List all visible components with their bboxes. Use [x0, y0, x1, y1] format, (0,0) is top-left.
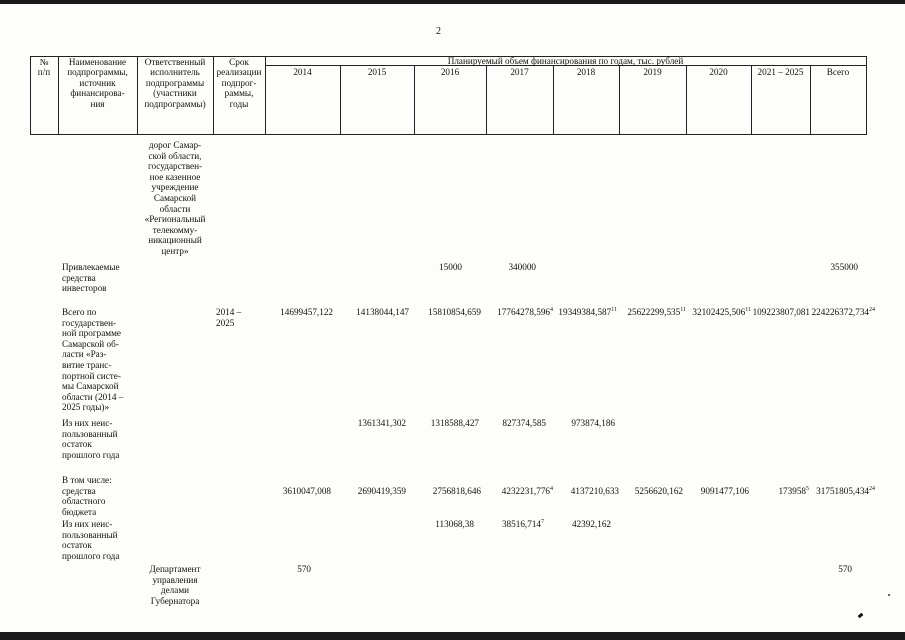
row3-2019: 25622299,535$^{11}$	[627, 306, 686, 317]
row3-name: Всего по государствен- ной программе Самарской об- ласти «Раз- витие транс- портной систе- мы Самарской области (2014 – 2025 годы)»	[62, 307, 124, 413]
row4-2018: 973874,186	[571, 418, 615, 428]
header-year-2020: 2020	[709, 67, 728, 77]
row5-2021-2025: 173958$^5$	[778, 485, 809, 496]
scan-mark	[858, 613, 864, 619]
row5-2016: 2756818,646	[432, 486, 481, 496]
page-number: 2	[436, 26, 441, 37]
row7-2014: 570	[297, 564, 311, 574]
header-year-2019: 2019	[643, 67, 662, 77]
row4-2016: 1318588,427	[430, 418, 479, 428]
row6-2017: 38516,714$^7$	[501, 518, 544, 529]
header-col-funding: Планируемый объем финансирования по годам, тыс. рублей	[447, 56, 684, 66]
row5-2018: 4137210,633	[570, 486, 619, 496]
row3-2016: 15810854,659	[428, 307, 481, 317]
page-bottom-border	[0, 632, 905, 640]
row6-2018: 42392,162	[571, 519, 611, 529]
row6-2016: 113068,38	[435, 519, 474, 529]
row2-2017: 340000	[508, 262, 536, 272]
row5-2019: 5256620,162	[634, 486, 683, 496]
row4-2015: 1361341,302	[357, 418, 406, 428]
page-top-border	[0, 0, 905, 4]
header-year-2015: 2015	[367, 67, 387, 77]
header-year-2017: 2017	[510, 67, 529, 77]
row5-2014: 3610047,008	[282, 486, 331, 496]
header-col-number: № п/п	[37, 57, 51, 78]
row3-2020: 32102425,506$^{11}$	[692, 306, 751, 317]
row2-total: 355000	[830, 262, 858, 272]
row3-2017: 17764278,596$^4$	[497, 306, 553, 317]
header-year-2021-2025: 2021 – 2025	[757, 67, 804, 77]
row3-2021-2025: 109223807,081	[752, 307, 810, 317]
header-year-2016: 2016	[440, 67, 460, 77]
header-year-2018: 2018	[576, 67, 596, 77]
row2-2016: 15000	[439, 262, 462, 272]
row6-name: Из них неис- пользованный остаток прошлого года	[62, 519, 120, 561]
row5-name: В том числе: средства областного бюджета	[62, 475, 112, 517]
row7-responsible: Департамент управления делами Губернатора	[149, 564, 201, 606]
row3-term: 2014 – 2025	[216, 307, 242, 328]
row3-total: 224226372,734$^{24}$	[811, 306, 875, 317]
header-year-total: Всего	[826, 67, 850, 77]
row5-2015: 2690419,359	[357, 486, 406, 496]
row5-2017: 4232231,776$^4$	[501, 485, 553, 496]
row5-total: 31751805,434$^{24}$	[816, 485, 875, 496]
row4-name: Из них неис- пользованный остаток прошлого года	[62, 418, 120, 460]
row1-responsible: дорог Самар- ской области, государствен- ное казенное учреждение Самарской области «Региональный телекомму- никационный центр»	[144, 140, 206, 256]
header-col-name: Наименование подпрограммы, источник финансирова- ния	[67, 57, 128, 109]
header-col-term: Срок реализации подпрог- раммы, годы	[216, 57, 262, 109]
row7-total: 570	[838, 564, 852, 574]
row4-2017: 827374,585	[502, 418, 546, 428]
scan-speck	[888, 594, 890, 596]
row3-2018: 19349384,587$^{11}$	[558, 306, 617, 317]
row3-2015: 14138044,147	[356, 307, 409, 317]
row3-2014: 14699457,122	[280, 307, 333, 317]
row2-name: Привлекаемые средства инвесторов	[62, 262, 120, 294]
row5-2020: 9091477,106	[700, 486, 749, 496]
header-col-responsible: Ответственный исполнитель подпрограммы (участники подпрограммы)	[144, 57, 206, 109]
header-year-2014: 2014	[293, 67, 312, 77]
